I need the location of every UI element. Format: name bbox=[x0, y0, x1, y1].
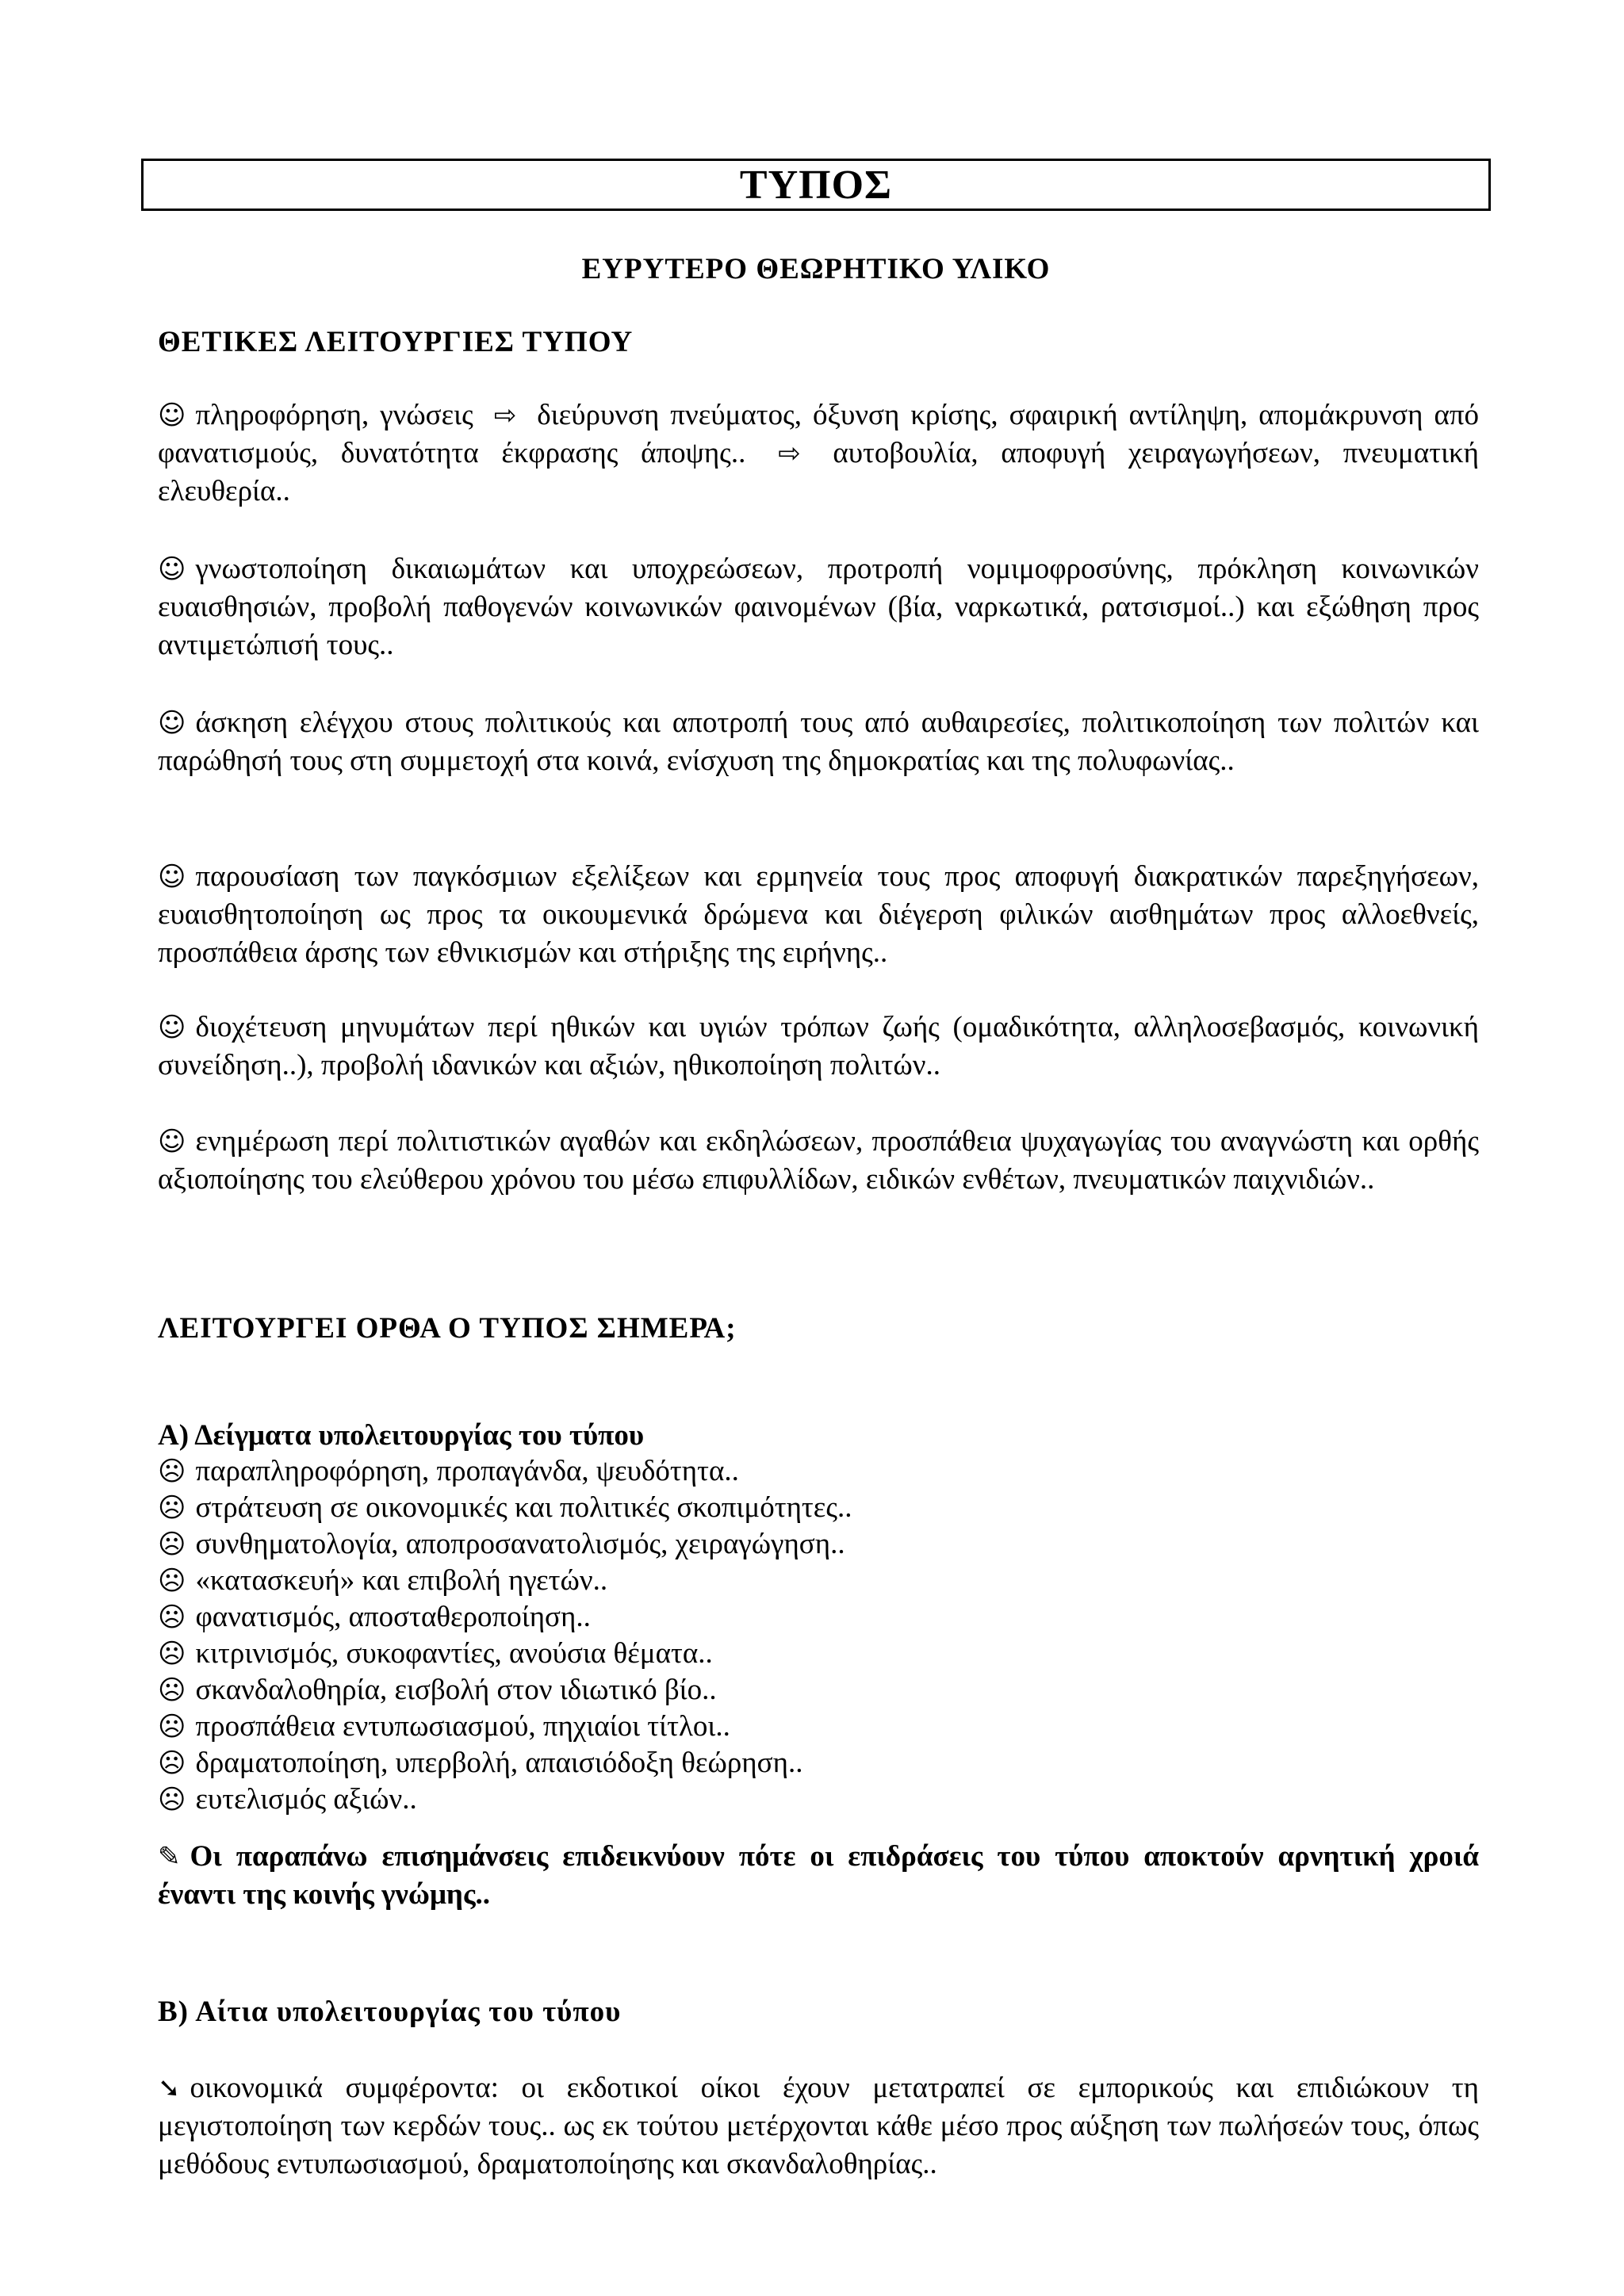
smiley-face-icon: ☺ bbox=[158, 861, 186, 893]
paragraph-1 bbox=[158, 396, 1479, 511]
note-paragraph bbox=[158, 1838, 1479, 1914]
paragraph-2-text: γνωστοποίηση δικαιωμάτων και υποχρεώσεων, προτροπή νομιμοφροσύνης, πρόκληση κοινωνικών ευαισθησιών, προβολή παθογενών κοινωνικών φαινομένων (βία, ναρκωτικά, ρατσισμοί..) και εξώθηση προς αντιμετώπισή τους.. bbox=[158, 553, 1479, 661]
list-item: ☹ προσπάθεια εντυπωσιασμού, πηχιαίοι τίτλοι.. bbox=[158, 1710, 730, 1743]
paragraph-1-text-a: πληροφόρηση, γνώσεις bbox=[195, 399, 473, 431]
paragraph-5-text: διοχέτευση μηνυμάτων περί ηθικών και υγιών τρόπων ζωής (ομαδικότητα, αλληλοσεβασμός, κοινωνική συνείδηση..), προβολή ιδανικών και αξιών, ηθικοποίηση πολιτών.. bbox=[158, 1011, 1479, 1081]
subheading-b: Β) Αίτια υπολειτουργίας του τύπου bbox=[158, 1996, 622, 2028]
frowning-face-icon: ☹ bbox=[158, 1565, 186, 1597]
malfunction-list bbox=[158, 1418, 852, 1818]
list-item: ☹ «κατασκευή» και επιβολή ηγετών.. bbox=[158, 1564, 608, 1597]
cause-text: οικονομικά συμφέροντα: οι εκδοτικοί οίκοι έχουν μετατραπεί σε εμπορικούς και επιδιώκουν τη μεγιστοποίηση των κερδών τους.. ως εκ τούτου μετέρχονται κάθε μέσο προς αύξηση των πωλήσεών τους, όπως μεθόδους εντυπωσιασμού, δραματοποίησης και σκανδαλοθηρίας.. bbox=[158, 2072, 1479, 2180]
smiley-face-icon: ☺ bbox=[158, 400, 186, 431]
paragraph-2 bbox=[158, 550, 1479, 664]
paragraph-3 bbox=[158, 704, 1479, 780]
paragraph-4 bbox=[158, 858, 1479, 972]
right-arrow-icon: ⇨ bbox=[778, 438, 801, 469]
list-item: ☹ δραματοποίηση, υπερβολή, απαισιόδοξη θεώρηση.. bbox=[158, 1747, 803, 1779]
list-item: ☹ στράτευση σε οικονομικές και πολιτικές σκοπιμότητες.. bbox=[158, 1491, 852, 1524]
paragraph-6 bbox=[158, 1123, 1479, 1199]
paragraph-4-text: παρουσίαση των παγκόσμιων εξελίξεων και ερμηνεία τους προς αποφυγή διακρατικών παρεξηγήσεων, ευαισθητοποίηση ως προς τα οικουμενικά δρώμενα και διέγερση φιλικών αισθημάτων προς αλλοεθνείς, προσπάθεια άρσης των εθνικισμών και στήριξης της ειρήνης.. bbox=[158, 860, 1479, 969]
subtitle: ΕΥΡΥΤΕΡΟ ΘΕΩΡΗΤΙΚΟ ΥΛΙΚΟ bbox=[581, 253, 1051, 285]
cause-paragraph bbox=[158, 2069, 1479, 2183]
paragraph-6-text: ενημέρωση περί πολιτιστικών αγαθών και εκδηλώσεων, προσπάθεια ψυχαγωγίας του αναγνώστη και ορθής αξιοποίησης του ελεύθερου χρόνου του μέσω επιφυλλίδων, ειδικών ενθέτων, πνευματικών παιχνιδιών.. bbox=[158, 1125, 1479, 1196]
list-item: ☹ σκανδαλοθηρία, εισβολή στον ιδιωτικό βίο.. bbox=[158, 1674, 717, 1706]
section-heading-malfunction: ΛΕΙΤΟΥΡΓΕΙ ΟΡΘΑ Ο ΤΥΠΟΣ ΣΗΜΕΡΑ; bbox=[158, 1312, 737, 1345]
frowning-face-icon: ☹ bbox=[158, 1492, 186, 1524]
frowning-face-icon: ☹ bbox=[158, 1638, 186, 1670]
section-heading-positive: ΘΕΤΙΚΕΣ ΛΕΙΤΟΥΡΓΙΕΣ ΤΥΠΟΥ bbox=[158, 326, 634, 358]
frowning-face-icon: ☹ bbox=[158, 1456, 186, 1487]
frowning-face-icon: ☹ bbox=[158, 1784, 186, 1816]
list-item: ☹ συνθηματολογία, αποπροσανατολισμός, χειραγώγηση.. bbox=[158, 1528, 845, 1560]
paragraph-3-text: άσκηση ελέγχου στους πολιτικούς και αποτροπή τους από αυθαιρεσίες, πολιτικοποίηση των πολιτών και παρώθησή τους στη συμμετοχή στα κοινά, ενίσχυση της δημοκρατίας και της πολυφωνίας.. bbox=[158, 706, 1479, 777]
list-item: ☹ ευτελισμός αξιών.. bbox=[158, 1783, 417, 1816]
frowning-face-icon: ☹ bbox=[158, 1601, 186, 1633]
pencil-icon: ✎ bbox=[158, 1841, 181, 1873]
frowning-face-icon: ☹ bbox=[158, 1711, 186, 1743]
frowning-face-icon: ☹ bbox=[158, 1529, 186, 1560]
smiley-face-icon: ☺ bbox=[158, 1012, 186, 1043]
note-text: Οι παραπάνω επισημάνσεις επιδεικνύουν πότε οι επιδράσεις του τύπου αποκτούν αρνητική χροιά έναντι της κοινής γνώμης.. bbox=[158, 1840, 1479, 1911]
frowning-face-icon: ☹ bbox=[158, 1747, 186, 1779]
subheading-a: Α) Δείγματα υπολειτουργίας του τύπου bbox=[158, 1419, 645, 1452]
list-item: ☹ κιτρινισμός, συκοφαντίες, ανούσια θέματα.. bbox=[158, 1637, 713, 1670]
smiley-face-icon: ☺ bbox=[158, 1126, 186, 1158]
list-item: ☹ παραπληροφόρηση, προπαγάνδα, ψευδότητα.. bbox=[158, 1455, 739, 1487]
paragraph-1-text-c: αυτοβουλία, αποφυγή χειραγωγήσεων, πνευματική ελευθερία.. bbox=[158, 437, 1480, 507]
right-arrow-icon: ⇨ bbox=[493, 400, 517, 431]
frowning-face-icon: ☹ bbox=[158, 1674, 186, 1706]
paragraph-5 bbox=[158, 1008, 1479, 1085]
page-title: ΤΥΠΟΣ bbox=[141, 159, 1491, 211]
down-right-arrow-icon: ➘ bbox=[158, 2072, 181, 2104]
paragraph-1-text-b: διεύρυνση πνεύματος, όξυνση κρίσης, σφαιρική αντίληψη, απομάκρυνση από φανατισμούς, δυνατότητα έκφρασης άποψης.. bbox=[158, 399, 1480, 469]
list-item: ☹ φανατισμός, αποσταθεροποίηση.. bbox=[158, 1601, 591, 1633]
smiley-face-icon: ☺ bbox=[158, 553, 186, 585]
smiley-face-icon: ☺ bbox=[158, 707, 186, 739]
